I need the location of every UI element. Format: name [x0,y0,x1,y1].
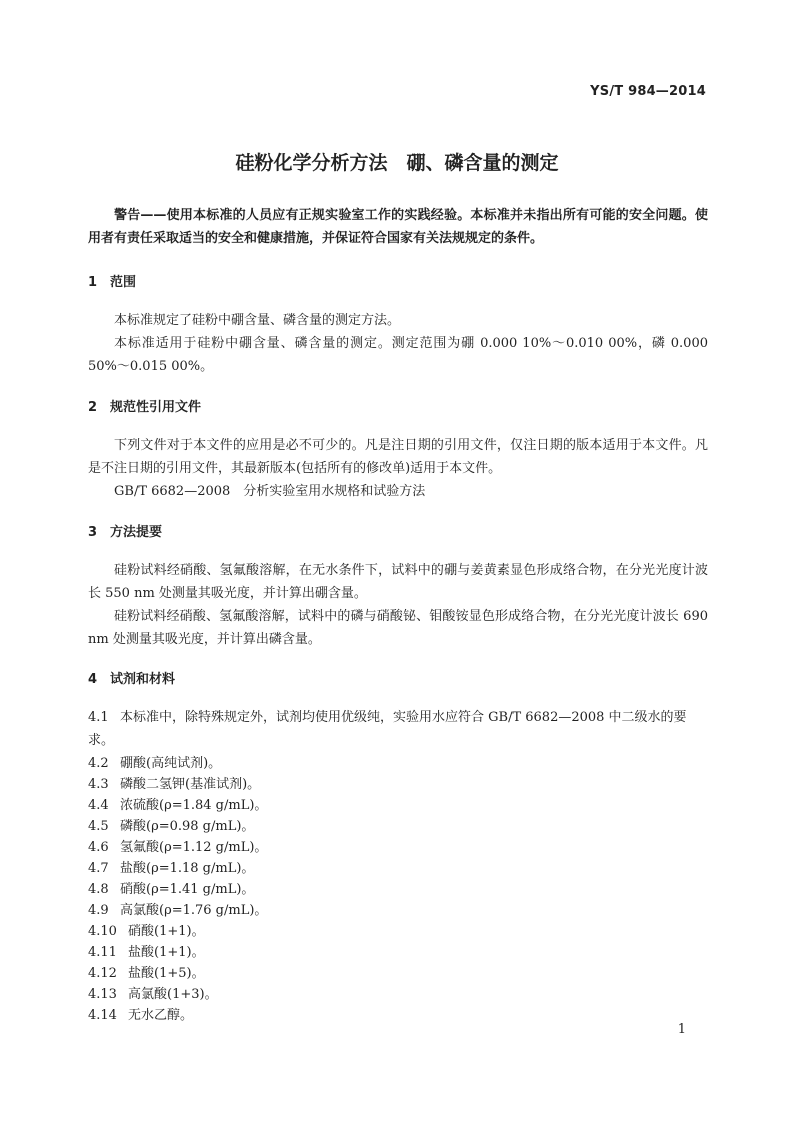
item-text: 高氯酸(ρ=1.76 g/mL)。 [120,903,268,918]
reagent-item [88,815,708,838]
document-title: 硅粉化学分析方法 硼、磷含量的测定 [235,152,559,174]
reagent-item [88,773,708,796]
item-text: 盐酸(1+5)。 [128,966,205,981]
item-text: 浓硫酸(ρ=1.84 g/mL)。 [120,798,268,813]
item-text: 高氯酸(1+3)。 [128,987,218,1002]
item-text: 盐酸(ρ=1.18 g/mL)。 [120,861,255,876]
item-number: 4.14 [88,1008,117,1023]
item-text: 氢氟酸(ρ=1.12 g/mL)。 [120,840,268,855]
reagent-item [88,899,708,922]
section-number: 1 [88,275,98,290]
reagent-item [88,752,708,775]
section-number: 4 [88,672,98,687]
item-number: 4.13 [88,987,117,1002]
item-text: 硼酸(高纯试剂)。 [120,756,222,771]
item-number: 4.2 [88,756,109,771]
section-number: 2 [88,400,98,415]
section-title: 规范性引用文件 [110,400,202,415]
reagent-item [88,920,708,943]
reagent-item [88,983,708,1006]
section-heading-method-summary [88,521,162,540]
reagent-item [88,794,708,817]
item-number: 4.9 [88,903,109,918]
item-number: 4.4 [88,798,109,813]
item-number: 4.6 [88,840,109,855]
scope-paragraph-2: 本标准适用于硅粉中硼含量、磷含量的测定。测定范围为硼 0.000 10%～0.010 00%，磷 0.000 50%～0.015 00%。 [88,336,708,374]
section-title: 方法提要 [110,525,163,540]
warning-paragraph: 警告——使用本标准的人员应有正规实验室工作的实践经验。本标准并未指出所有可能的安全问题。使用者有责任采取适当的安全和健康措施，并保证符合国家有关法规规定的条件。 [88,208,708,246]
item-number: 4.11 [88,945,117,960]
item-text: 硝酸(1+1)。 [128,924,205,939]
reagent-item [88,941,708,964]
reagent-item [88,962,708,985]
item-number: 4.7 [88,861,109,876]
method-paragraph-phosphorus: 硅粉试料经硝酸、氢氟酸溶解，试料中的磷与硝酸铋、钼酸铵显色形成络合物，在分光光度计波长 690 nm 处测量其吸光度，并计算出磷含量。 [88,609,708,647]
item-text: 本标准中，除特殊规定外，试剂均使用优级纯，实验用水应符合 GB/T 6682—2008 中二级水的要求。 [88,710,687,748]
page-number: 1 [677,1022,686,1037]
reagent-item [88,857,708,880]
item-number: 4.8 [88,882,109,897]
item-number: 4.12 [88,966,117,981]
standard-code: YS/T 984—2014 [590,84,706,99]
method-paragraph-boron: 硅粉试料经硝酸、氢氟酸溶解，在无水条件下，试料中的硼与姜黄素显色形成络合物，在分光光度计波长 550 nm 处测量其吸光度，并计算出硼含量。 [88,563,708,601]
item-number: 4.5 [88,819,109,834]
reagent-item [88,706,708,752]
section-number: 3 [88,525,98,540]
item-text: 盐酸(1+1)。 [128,945,205,960]
section-title: 范围 [110,275,137,290]
item-number: 4.10 [88,924,117,939]
item-text: 无水乙醇。 [128,1008,194,1023]
section-heading-reagents [88,668,175,687]
item-text: 磷酸二氢钾(基准试剂)。 [120,777,261,792]
reagent-item [88,836,708,859]
section-heading-normative-references [88,396,201,415]
item-number: 4.3 [88,777,109,792]
reagent-item [88,1004,708,1027]
references-paragraph: 下列文件对于本文件的应用是必不可少的。凡是注日期的引用文件，仅注日期的版本适用于本文件。凡是不注日期的引用文件，其最新版本(包括所有的修改单)适用于本文件。 [88,438,708,476]
section-title: 试剂和材料 [110,672,176,687]
scope-paragraph-1: 本标准规定了硅粉中硼含量、磷含量的测定方法。 [114,313,401,328]
section-heading-scope [88,271,136,290]
item-number: 4.1 [88,710,109,725]
item-text: 磷酸(ρ=0.98 g/mL)。 [120,819,255,834]
item-text: 硝酸(ρ=1.41 g/mL)。 [120,882,255,897]
reagent-item [88,878,708,901]
reference-entry: GB/T 6682—2008 分析实验室用水规格和试验方法 [114,484,426,499]
